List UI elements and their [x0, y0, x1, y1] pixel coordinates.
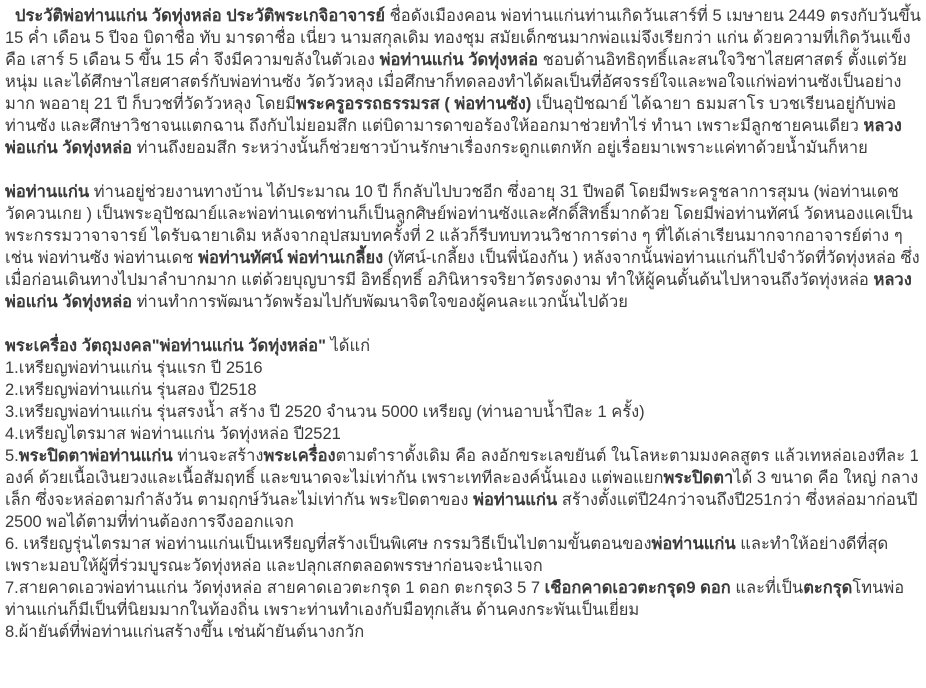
bold-text-segment: พระปิดตา [663, 469, 734, 487]
text-segment: ท่านทำการพัฒนาวัดพร้อมไปกับพัฒนาจิตใจของผู้คนละแวกนั้นไปด้วย [132, 293, 628, 311]
bold-text-segment: พระปิดตาพ่อท่านแก่น [18, 447, 173, 465]
bold-text-segment: พ่อท่านทัศน์ พ่อท่านเกลี้ยง [198, 249, 384, 267]
paragraph [5, 5, 921, 159]
bold-text-segment: พระเครื่อง [263, 447, 336, 465]
bold-text-segment: พ่อท่านแก่น วัดทุ่งหล่อ [379, 51, 539, 69]
bold-text-segment: หลวงพ่อแก่น วัดทุ่งหล่อ [5, 117, 902, 157]
heading-line [5, 335, 921, 357]
text-segment: และทำให้อย่างดีที่สุดเพราะมอบให้ผู้ที่ร่วมบูรณะวัดทุ่งหล่อ และปลุกเสกตลอดพรรษาก่อนจะนำแจก [5, 535, 889, 575]
paragraph [5, 181, 921, 313]
text-segment: ได้ 3 ขนาด คือ ใหญ่ กลาง เล็ก ซึ่งจะหล่อตามกำลังวัน ตามฤกษ์วันละไม่เท่ากัน พระปิดตาของ [5, 469, 919, 509]
list-item [5, 401, 921, 423]
text-segment: ชอบด้านอิทธิฤทธิ์และสนใจวิชาไสยศาสตร์ ตั้งแต่วัยหนุ่ม และได้ศึกษาไสยศาสตร์กับพ่อท่านซัง วัดวัวหลุง เมื่อศึกษาก็ทดลองทำได้ผลเป็นที่อัศจรรย์ใจและพอใจแก่พ่อท่านซังเป็นอย่างมาก พออายุ 21 ปี ก็บวชที่วัดวัวหลุง โดยมี [5, 51, 907, 113]
text-segment: เป็นอุปัชฌาย์ ได้ฉายา ธมมสาโร บวชเรียนอยู่กับพ่อท่านซัง และศึกษาวิชาจนแตกฉาน ถึงกับไม่ยอมสึก แต่บิดามารดาขอร้องให้ออกมาช่วยทำไร่ ทำนา เพราะมีลูกชายคนเดียว [5, 95, 897, 135]
text-segment: (ทัศน์-เกลี้ยง เป็นพี่น้องกัน ) หลังจากนั้นพ่อท่านแก่นก็ไปจำวัดที่วัดทุ่งหล่อ ซึ่งเมื่อก่อนเดินทางไปมาลำบากมาก แต่ด้วยบุญบารมี อิทธิ์ฤทธิ์ อภินิหารจริยาวัตรงดงาม ทำให้ผู้คนดั้นด้นไปหาจนถึงวัดทุ่งหล่อ [5, 249, 920, 289]
bold-text-segment: พระเครื่อง วัตถุมงคล"พ่อท่านแก่น วัดทุ่งหล่อ" [5, 337, 326, 355]
text-segment: 6. เหรียญรุ่นไตรมาส พ่อท่านแก่นเป็นเหรียญที่สร้างเป็นพิเศษ กรรมวิธีเป็นไปตามขั้นตอนของ [5, 535, 652, 553]
list-item [5, 621, 921, 643]
text-segment: 5. [5, 447, 19, 465]
text-segment: 7.สายคาดเอวพ่อท่านแก่น วัดทุ่งหล่อ สายคาดเอวตะกรุด 1 ดอก ตะกรุด3 5 7 [5, 579, 545, 597]
text-segment: ท่านจะสร้าง [172, 447, 264, 465]
text-segment: 8.ผ้ายันต์ที่พ่อท่านแก่นสร้างขึ้น เช่นผ้ายันต์นางกวัก [5, 623, 365, 641]
spacer [5, 159, 921, 181]
text-segment: 2.เหรียญพ่อท่านแก่น รุ่นสอง ปี2518 [5, 381, 257, 399]
bold-text-segment: เชือกคาดเอวตะกรุด9 ดอก [544, 579, 731, 597]
document-body [5, 5, 921, 643]
text-segment: 1.เหรียญพ่อท่านแก่น รุ่นแรก ปี 2516 [5, 359, 263, 377]
text-segment: 4.เหรียญไตรมาส พ่อท่านแก่น วัดทุ่งหล่อ ปี2521 [5, 425, 341, 443]
list-item [5, 445, 921, 533]
bold-text-segment: พ่อท่านแก่น [473, 491, 558, 509]
text-segment: สร้างตั้งแต่ปี24กว่าจนถึงปี251กว่า ซึ่งหล่อมาก่อนปี 2500 พอได้ตามที่ท่านต้องการจึงออกแจก [5, 491, 918, 531]
spacer [5, 313, 921, 335]
text-segment: ท่านอยู่ช่วยงานทางบ้าน ได้ประมาณ 10 ปี ก็กลับไปบวชอีก ซึ่งอายุ 31 ปีพอดี โดยมีพระครูชลาการสุมน (พ่อท่านเดช วัดควนเกย ) เป็นพระอุปัชฌาย์และพ่อท่านเดชท่านก็เป็นลูกศิษย์พ่อท่านซังและศักดิ์สิทธิ์มากด้วย โดยมีพ่อท่านทัศน์ วัดหนองแคเป็นพระกรรมวาจาจารย์ ไดรับฉายาเดิม หลังจากอุปสมบทครั้งที่ 2 แล้วก็รีบทบทวนวิชาการต่าง ๆ ที่ได้เล่าเรียนมากจากอาจารย์ต่าง ๆ เช่น พ่อท่านซัง พ่อท่านเดช [5, 183, 913, 267]
text-segment: ท่านถึงยอมสึก ระหว่างนั้นก็ช่วยชาวบ้านรักษาเรื่องกระดูกแตกหัก อยู่เรื่อยมาเพราะแค่ทาด้วยน้ำมันก็หาย [132, 139, 868, 157]
text-segment: และที่เป็น [730, 579, 804, 597]
bold-text-segment: พ่อท่านแก่น [651, 535, 736, 553]
bold-text-segment: หลวงพ่อแก่น วัดทุ่งหล่อ [5, 271, 912, 311]
text-segment: ชื่อดังเมืองคอน พ่อท่านแก่นท่านเกิดวันเสาร์ที่ 5 เมษายน 2449 ตรงกับวันขึ้น 15 ค่ำ เดือน 5 ปีจอ บิดาชื่อ ทับ มารดาชื่อ เนี่ยว นามสกุลเดิม ทองชุม สมัยเด็กซนมากพ่อแม่จึงเรียกว่า แก่น ด้วยความที่เกิดวันแข็ง คือ เสาร์ 5 เดือน 5 ขึ้น 15 ค่ำ จึงมีความขลังในตัวเอง [5, 7, 921, 69]
bold-text-segment: ประวัติพ่อท่านแก่น วัดทุ่งหล่อ ประวัติพระเกจิอาจารย์ [15, 7, 385, 25]
text-segment: โทนพ่อท่านแก่นก็มีเป็นที่นิยมมากในท้องถิ่น เพราะท่านทำเองกับมือทุกเส้น ด้านคงกระพันเป็นเยี่ยม [5, 579, 905, 619]
text-segment: ได้แก่ [325, 337, 371, 355]
list-item [5, 423, 921, 445]
list-item [5, 577, 921, 621]
text-segment: 3.เหรียญพ่อท่านแก่น รุ่นสรงน้ำ สร้าง ปี 2520 จำนวน 5000 เหรียญ (ท่านอาบน้ำปีละ 1 ครั้ง) [5, 403, 645, 421]
bold-text-segment: พ่อท่านแก่น [5, 183, 90, 201]
bold-text-segment: ตะกรุด [803, 579, 853, 597]
text-segment: ตามตำราดั้งเดิม คือ ลงอักขระเลขยันต์ ในโลหะตามมงคลสูตร แล้วเทหล่อเองทีละ 1 องค์ ด้วยเนื้อเงินยวงและเนื้อสัมฤทธิ์ และขนาดจะไม่เท่ากัน เพราะเททีละองค์นั้นเอง แต่พอแยก [5, 447, 919, 487]
list-item [5, 357, 921, 379]
list-item [5, 379, 921, 401]
list-item [5, 533, 921, 577]
bold-text-segment: พระครูอรรถธรรมรส ( พ่อท่านซัง) [296, 95, 532, 113]
